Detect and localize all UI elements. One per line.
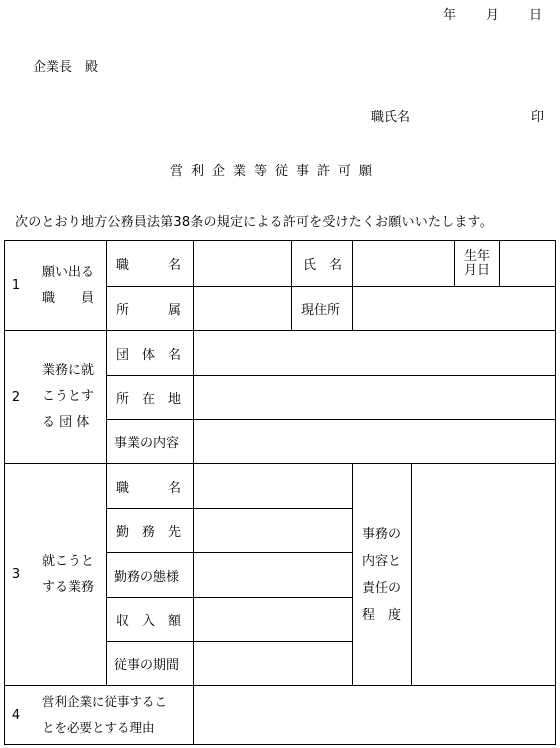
- section-2-heading-line3: る 団 体: [42, 415, 90, 430]
- input-period[interactable]: [194, 642, 352, 685]
- label-affiliation: 所 属: [116, 303, 182, 318]
- date-year: 年: [443, 8, 457, 23]
- input-job-title-1[interactable]: [194, 241, 291, 286]
- signature-label: 職氏名: [371, 110, 411, 125]
- input-birthdate[interactable]: [500, 241, 555, 286]
- label-workplace: 勤 務 先: [116, 525, 182, 540]
- label-location: 所 在 地: [116, 392, 182, 407]
- label-income: 収 入 額: [116, 614, 182, 629]
- input-duties[interactable]: [412, 464, 555, 685]
- input-business-content[interactable]: [194, 420, 555, 463]
- input-reason[interactable]: [194, 686, 555, 744]
- seal-mark: 印: [531, 110, 545, 125]
- label-birthdate-line2: 月日: [463, 262, 490, 278]
- label-birthdate: [455, 241, 499, 286]
- section-4-heading-line1: 営利企業に従事するこ: [42, 694, 168, 709]
- input-affiliation[interactable]: [194, 287, 291, 330]
- input-work-style[interactable]: [194, 553, 352, 597]
- label-duties-line4: 程 度: [362, 607, 402, 623]
- section-3-heading-line2: する業務: [42, 579, 95, 595]
- section-1-number: 1: [11, 278, 21, 293]
- label-duties: [362, 464, 410, 685]
- input-workplace[interactable]: [194, 509, 352, 552]
- label-duties-line2: 内容と: [362, 553, 402, 569]
- section-2-number: 2: [11, 389, 21, 405]
- section-2-heading: [42, 331, 104, 463]
- section-4-number: 4: [11, 707, 21, 723]
- section-4-heading-line2: とを必要とする理由: [42, 720, 155, 735]
- intro-text: 次のとおり地方公務員法第38条の規定による許可を受けたくお願いいたします。: [15, 215, 493, 230]
- input-job-title-3[interactable]: [194, 464, 352, 508]
- section-2-heading-line1: 業務に就: [42, 363, 95, 378]
- label-period: 従事の期間: [114, 658, 180, 673]
- section-4-heading: [42, 686, 192, 744]
- label-org-name: 団 体 名: [116, 347, 182, 363]
- input-location[interactable]: [194, 376, 555, 419]
- label-job-title-1: 職 名: [116, 258, 182, 273]
- section-1-heading: [42, 241, 104, 330]
- label-duties-line3: 責任の: [362, 580, 402, 596]
- label-name: 氏 名: [303, 258, 343, 273]
- input-name[interactable]: [353, 241, 454, 286]
- input-address[interactable]: [353, 287, 555, 330]
- label-birthdate-line1: 生年: [463, 248, 490, 264]
- section-1-heading-line1: 願い出る: [42, 264, 95, 280]
- date-day: 日: [529, 8, 543, 23]
- label-job-title-3: 職 名: [116, 480, 182, 496]
- section-3-heading-line1: 就こうと: [42, 553, 95, 569]
- document-title: 営利企業等従事許可願: [170, 164, 381, 179]
- label-business-content: 事業の内容: [114, 436, 180, 451]
- section-1-heading-line2: 職 員: [42, 290, 95, 306]
- date-month: 月: [486, 8, 500, 23]
- input-income[interactable]: [194, 598, 352, 641]
- addressee: 企業長 殿: [33, 60, 99, 75]
- label-work-style: 勤務の態様: [114, 569, 180, 585]
- section-3-number: 3: [11, 567, 21, 582]
- section-3-heading: [42, 464, 104, 685]
- label-address: 現住所: [301, 303, 341, 318]
- input-org-name[interactable]: [194, 331, 555, 375]
- label-duties-line1: 事務の: [362, 526, 402, 542]
- section-2-heading-line2: こうとす: [42, 389, 95, 404]
